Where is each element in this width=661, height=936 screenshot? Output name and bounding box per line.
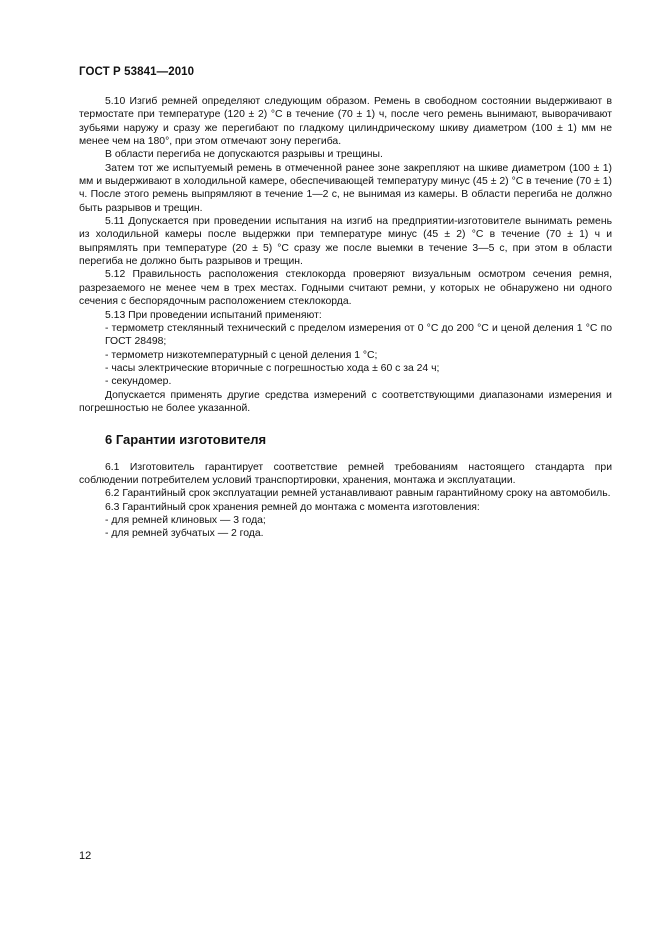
paragraph-6-2: 6.2 Гарантийный срок эксплуатации ремней устанавливают равным гарантийному сроку на автомобиль. xyxy=(105,488,611,500)
list-item-thermometer-low: - термометр низкотемпературный с ценой деления 1 °С; xyxy=(105,349,378,361)
list-item-clock: - часы электрические вторичные с погрешностью хода ± 60 с за 24 ч; xyxy=(105,362,440,374)
paragraph-5-10-note: В области перегиба не допускаются разрывы и трещины. xyxy=(105,149,383,161)
paragraph-alternative-instruments: Допускается применять другие средства измерений с соответствующими диапазонами измерения и погрешностью не более указанной. xyxy=(79,389,612,414)
list-item-toothed-belts: - для ремней зубчатых — 2 года. xyxy=(105,528,264,540)
list-item-stopwatch: - секундомер. xyxy=(105,376,172,388)
list-item-thermometer-glass: - термометр стеклянный технический с пределом измерения от 0 °С до 200 °С и ценой деления 1 °С по ГОСТ 28498; xyxy=(105,322,612,348)
paragraph-6-1: 6.1 Изготовитель гарантирует соответствие ремней требованиям настоящего стандарта при соблюдении потребителем условий транспортировки, хранения, монтажа и эксплуатации. xyxy=(79,461,612,486)
section-6-title: 6 Гарантии изготовителя xyxy=(105,432,267,448)
paragraph-5-10-cold: Затем тот же испытуемый ремень в отмеченной ранее зоне закрепляют на шкиве диаметром (100 ± 1) мм и выдерживают в холодильной камере, обеспечивающей температуру минус (45 ± 2) °С в течение (70 ± 1) ч. После этого ремень выпрямляют в течение 1—2 с, не вынимая из камеры. В области перегиба не должно быть разрывов и трещин. xyxy=(79,162,612,214)
document-body xyxy=(79,95,612,541)
paragraph-5-10: 5.10 Изгиб ремней определяют следующим образом. Ремень в свободном состоянии выдерживают в термостате при температуре (120 ± 2) °С в течение (70 ± 1) ч, после чего ремень вынимают, выворачивают зубьями наружу и сразу же перегибают по гладкому цилиндрическому шкиву диаметром (100 ± 1) мм не менее чем на 180°, при этом отмечают зону перегиба. xyxy=(79,96,612,148)
page-number: 12 xyxy=(79,850,92,862)
paragraph-5-12: 5.12 Правильность расположения стеклокорда проверяют визуальным осмотром сечения ремня, разрезаемого не менее чем в трех местах. Годными считают ремни, у которых не обнаружено ни одного сечения с беспорядочным расположением стеклокорда. xyxy=(79,269,612,308)
paragraph-5-13: 5.13 При проведении испытаний применяют: xyxy=(105,309,322,321)
list-item-v-belts: - для ремней клиновых — 3 года; xyxy=(105,514,266,526)
document-header-code: ГОСТ Р 53841—2010 xyxy=(79,66,195,78)
paragraph-5-11: 5.11 Допускается при проведении испытания на изгиб на предприятии-изготовителе вынимать ремень из холодильной камеры после выдержки при температуре минус (45 ± 2) °С в течение (70 ± 1) ч и выпрямлять при температуре (20 ± 5) °С сразу же после выемки в течение 3—5 с, при этом в области перегиба не должно быть разрывов и трещин. xyxy=(79,216,612,268)
paragraph-6-3: 6.3 Гарантийный срок хранения ремней до монтажа с момента изготовления: xyxy=(105,501,480,513)
